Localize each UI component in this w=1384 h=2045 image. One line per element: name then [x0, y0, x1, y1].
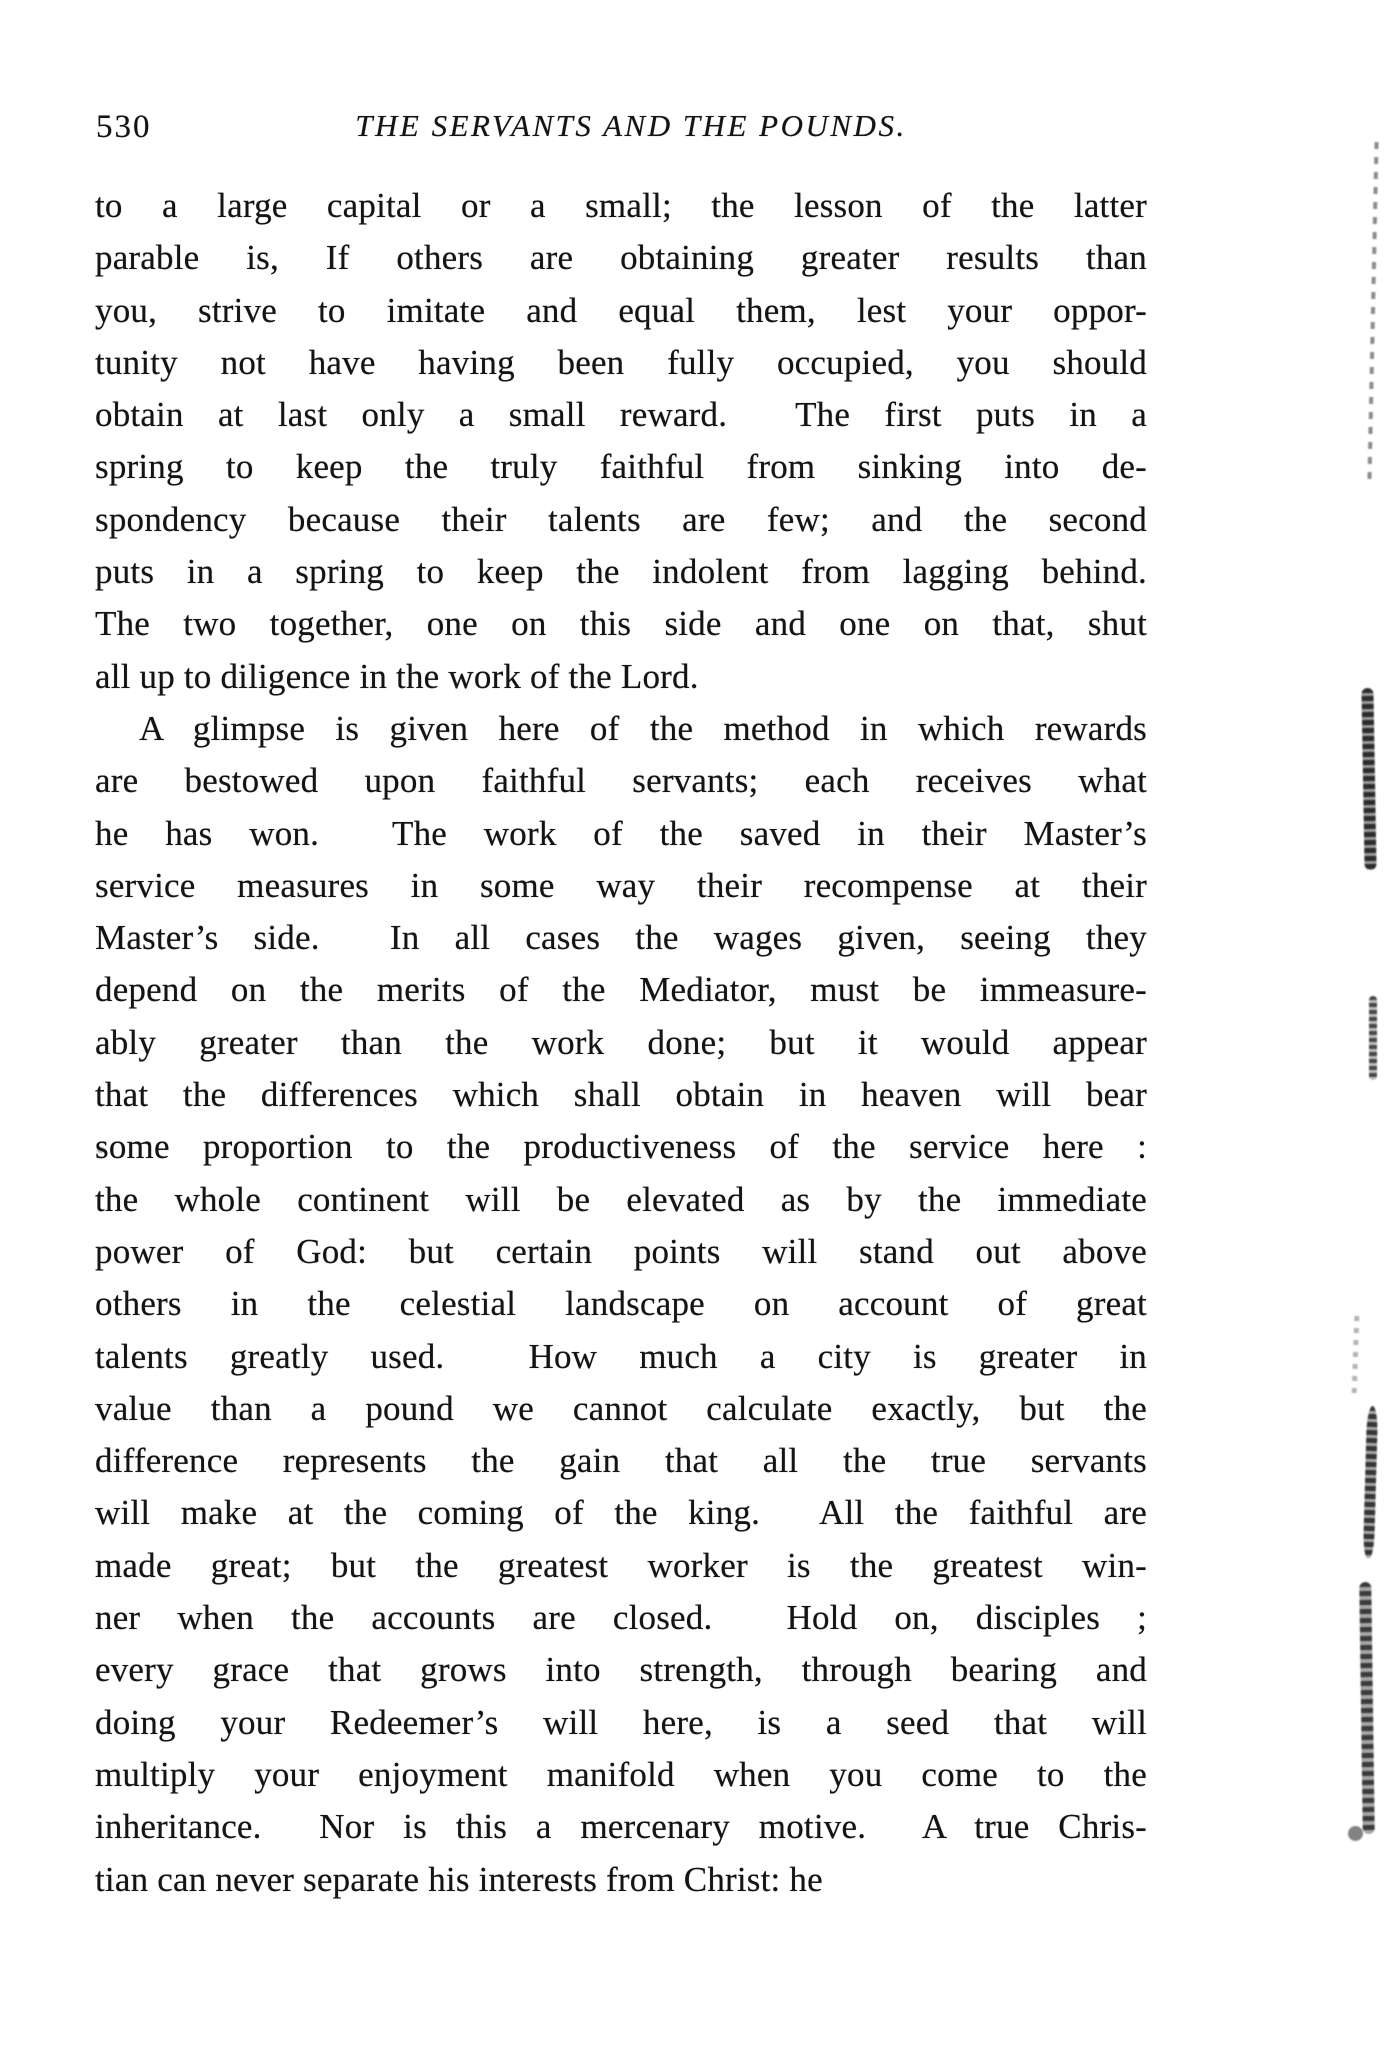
text-line: the whole continent will be elevated as by the immediate: [95, 1179, 1147, 1219]
text-line: talents greatly used. How much a city is greater in: [95, 1336, 1147, 1376]
text-line: to a large capital or a small; the lesson of the latter: [95, 186, 1147, 225]
text-line: Master’s side. In all cases the wages given, seeing they: [95, 918, 1147, 958]
text-line: are bestowed upon faithful servants; each receives what: [95, 761, 1147, 801]
text-line: made great; but the greatest worker is the greatest win-: [95, 1545, 1147, 1585]
text-line: spondency because their talents are few; and the second: [95, 499, 1147, 539]
text-line: tunity not have having been fully occupied, you should: [95, 342, 1147, 382]
text-line: value than a pound we cannot calculate exactly, but the: [95, 1388, 1147, 1428]
scan-artifact-speck: [1348, 1826, 1363, 1841]
text-line: will make at the coming of the king. All the faithful are: [95, 1493, 1147, 1533]
scan-artifact-smudge: [1369, 996, 1377, 1080]
text-line: service measures in some way their recompense at their: [95, 865, 1147, 905]
text-line: ner when the accounts are closed. Hold on, disciples ;: [95, 1598, 1147, 1638]
scan-artifact-dashes: [1352, 1316, 1360, 1394]
text-line: obtain at last only a small reward. The first puts in a: [95, 395, 1147, 435]
page-number: 530: [96, 109, 152, 145]
text-line: all up to diligence in the work of the Lord.: [95, 656, 699, 696]
text-line: you, strive to imitate and equal them, lest your oppor-: [95, 290, 1147, 330]
text-line: doing your Redeemer’s will here, is a seed that will: [95, 1702, 1147, 1742]
running-header-title: THE SERVANTS AND THE POUNDS.: [355, 108, 907, 143]
text-line: that the differences which shall obtain in heaven will bear: [95, 1075, 1147, 1115]
text-line: spring to keep the truly faithful from sinking into de-: [95, 447, 1147, 487]
text-line: ably greater than the work done; but it would appear: [95, 1022, 1147, 1062]
text-line: A glimpse is given here of the method in which rewards: [139, 708, 1147, 748]
text-line: some proportion to the productiveness of the service here :: [95, 1127, 1147, 1167]
text-line: tian can never separate his interests from Christ: he: [95, 1859, 823, 1899]
text-line: puts in a spring to keep the indolent from lagging behind.: [95, 552, 1147, 592]
text-line: depend on the merits of the Mediator, must be immeasure-: [95, 970, 1147, 1010]
page-body: [95, 180, 1147, 1906]
scan-artifact-smudge: [1363, 1406, 1378, 1558]
text-line: inheritance. Nor is this a mercenary motive. A true Chris-: [95, 1807, 1147, 1847]
scan-artifact-smudge: [1359, 1582, 1375, 1834]
text-line: multiply your enjoyment manifold when you come to the: [95, 1754, 1147, 1794]
text-line: every grace that grows into strength, through bearing and: [95, 1650, 1147, 1690]
scan-artifact-smudge: [1361, 688, 1376, 870]
text-line: The two together, one on this side and one on that, shut: [95, 604, 1147, 644]
scan-artifact-line: [1367, 142, 1378, 480]
text-line: others in the celestial landscape on account of great: [95, 1284, 1147, 1324]
text-line: difference represents the gain that all the true servants: [95, 1441, 1147, 1481]
text-line: power of God: but certain points will stand out above: [95, 1231, 1147, 1271]
text-line: he has won. The work of the saved in their Master’s: [95, 813, 1147, 853]
text-line: parable is, If others are obtaining greater results than: [95, 238, 1147, 278]
